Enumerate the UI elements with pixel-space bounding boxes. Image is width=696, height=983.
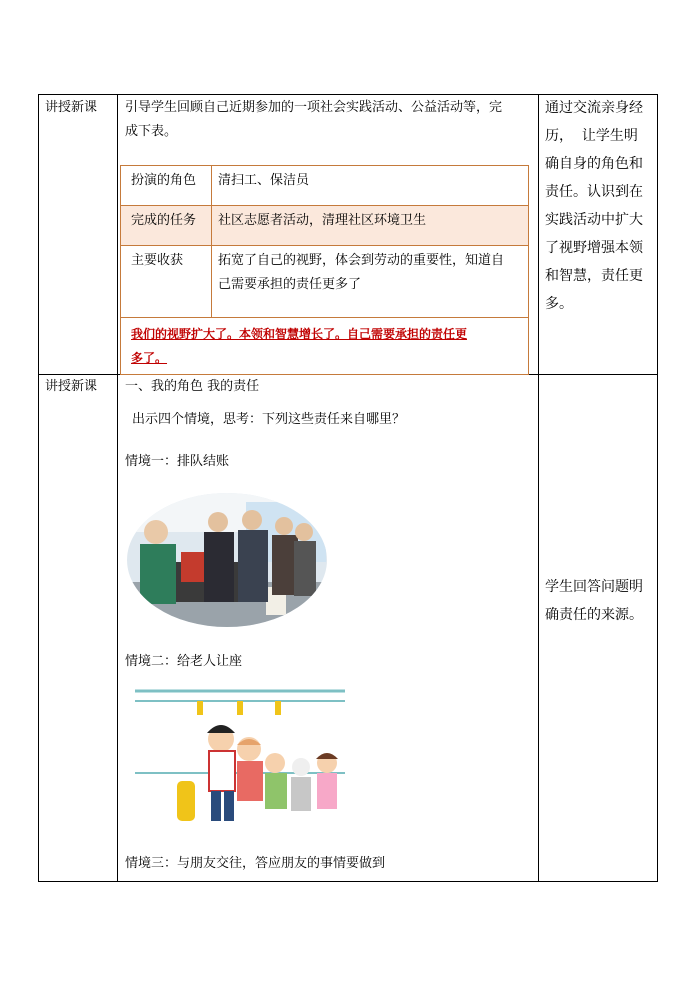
summary-line: 和智慧，责任更 xyxy=(545,268,643,284)
activity-conclusion xyxy=(121,318,528,374)
activity-value: 清扫工、保洁员 xyxy=(218,173,310,188)
column-divider xyxy=(538,95,539,881)
summary-line: 了视野增强本领 xyxy=(545,240,643,256)
scenario-label: 情境二：给老人让座 xyxy=(125,654,243,669)
summary-line: 实践活动中扩大 xyxy=(545,212,643,228)
summary-line: 历， 让学生明 xyxy=(545,128,638,144)
row-label: 讲授新课 xyxy=(45,379,98,394)
activity-row-gain xyxy=(121,246,528,318)
activity-table xyxy=(120,165,529,375)
summary-line: 通过交流亲身经 xyxy=(545,100,643,116)
section-heading: 一、我的角色 我的责任 xyxy=(125,379,260,394)
activity-key: 扮演的角色 xyxy=(131,173,197,188)
scenario-label: 情境一：排队结账 xyxy=(125,454,230,469)
row-label: 讲授新课 xyxy=(45,100,98,115)
activity-value: 拓宽了自己的视野，体会到劳动的重要性，知道自 xyxy=(218,253,505,268)
activity-key: 主要收获 xyxy=(131,253,184,268)
summary-line: 多。 xyxy=(545,296,573,312)
summary-line: 确自身的角色和 xyxy=(545,156,643,172)
question-prompt: 出示四个情境，思考：下列这些责任来自哪里？ xyxy=(132,412,406,427)
activity-value: 社区志愿者活动，清理社区环境卫生 xyxy=(218,213,427,228)
activity-row-task xyxy=(121,206,528,246)
conclusion-line: 多了。 xyxy=(131,351,168,365)
seat-offering-image xyxy=(135,687,345,829)
intro-text-line: 成下表。 xyxy=(125,124,178,139)
activity-key: 完成的任务 xyxy=(131,213,197,228)
conclusion-line: 我们的视野扩大了。本领和智慧增长了。自己需要承担的责任更 xyxy=(131,327,468,341)
checkout-queue-image xyxy=(126,492,328,628)
activity-divider xyxy=(211,166,212,318)
intro-text-line: 引导学生回顾自己近期参加的一项社会实践活动、公益活动等，完 xyxy=(125,100,503,115)
summary-line: 学生回答问题明 xyxy=(545,579,643,595)
lesson-table xyxy=(38,94,658,882)
column-divider xyxy=(117,95,118,881)
activity-row-role xyxy=(121,166,528,206)
activity-value: 己需要承担的责任更多了 xyxy=(218,277,362,292)
scenario-label: 情境三：与朋友交往，答应朋友的事情要做到 xyxy=(125,856,386,871)
summary-line: 确责任的来源。 xyxy=(545,607,643,623)
summary-line: 责任。认识到在 xyxy=(545,184,643,200)
